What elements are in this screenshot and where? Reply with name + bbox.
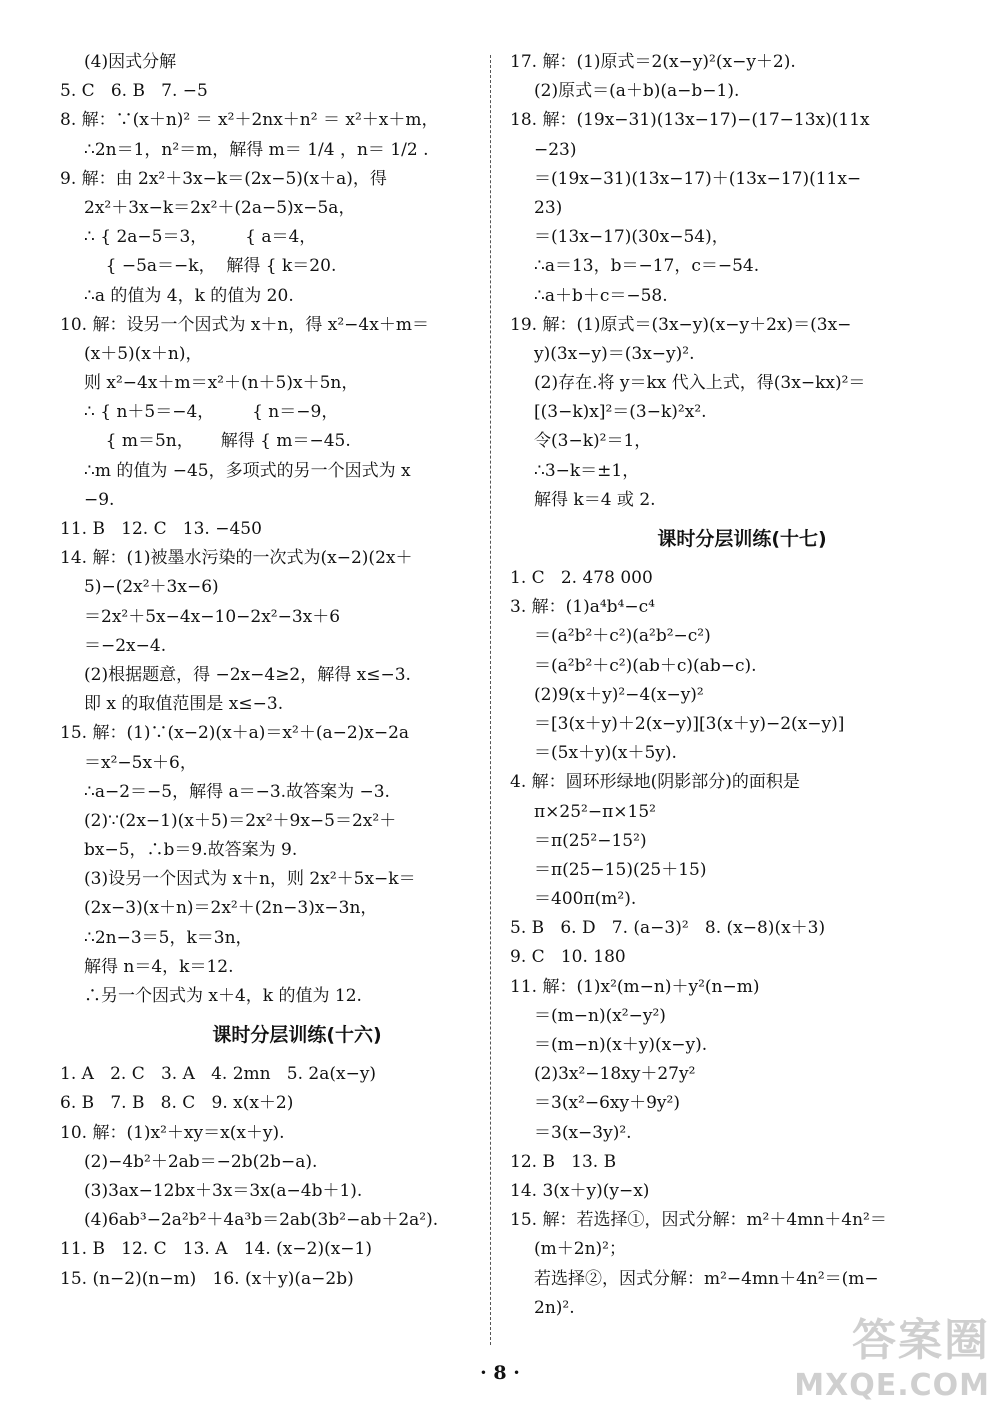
text-line: 1. C 2. 478 000 — [510, 568, 653, 588]
text-line: (2)−4b²＋2ab＝−2b(2b−a). — [84, 1151, 318, 1172]
text-line: { −5a＝−k， 解得 { k＝20. — [84, 256, 337, 277]
text-line: bx−5，∴b＝9.故答案为 9. — [84, 840, 298, 861]
text-line: (2)∵(2x−1)(x＋5)＝2x²＋9x−5＝2x²＋ — [84, 810, 397, 831]
text-line: 12. B 13. B — [510, 1151, 617, 1172]
text-line: 2n)². — [534, 1297, 575, 1318]
text-line: ＝(m−n)(x²−y²) — [534, 1005, 666, 1026]
text-line: 令(3−k)²＝1， — [534, 431, 652, 452]
text-line: (4)6ab³−2a²b²＋4a³b＝2ab(3b²−ab＋2a²). — [84, 1210, 439, 1231]
text-line: 11. B 12. C 13. −450 — [60, 519, 262, 539]
text-line: 8. 解：∵(x＋n)² ＝ x²＋2nx＋n² ＝ x²＋x＋m， — [60, 110, 439, 131]
text-line: (3)设另一个因式为 x＋n，则 2x²＋5x−k＝ — [84, 869, 416, 890]
column-divider — [490, 55, 491, 1345]
text-line: 解得 n＝4，k＝12. — [84, 956, 234, 977]
text-line: 5. C 6. B 7. −5 — [60, 81, 208, 102]
text-line: 6. B 7. B 8. C 9. x(x＋2) — [60, 1093, 294, 1114]
text-line: { m＝5n， 解得 { m＝−45. — [84, 431, 351, 452]
text-line: ∴a＋b＋c＝−58. — [534, 285, 668, 306]
text-line: 11. 解：(1)x²(m−n)＋y²(n−m) — [510, 976, 760, 997]
text-line: 18. 解：(19x−31)(13x−17)−(17−13x)(11x — [510, 110, 870, 131]
text-line: 则 x²−4x＋m＝x²＋(n＋5)x＋5n， — [84, 373, 359, 394]
text-line: (2)3x²−18xy＋27y² — [534, 1064, 696, 1085]
text-line: 15. (n−2)(n−m) 16. (x＋y)(a−2b) — [60, 1268, 354, 1289]
text-line: ＝(m−n)(x＋y)(x−y). — [534, 1035, 708, 1055]
text-line: 5. B 6. D 7. (a−3)² 8. (x−8)(x＋3) — [510, 918, 826, 939]
text-line: 14. 解：(1)被墨水污染的一次式为(x−2)(2x＋ — [60, 548, 413, 569]
watermark-url: MXQE.COM — [794, 1368, 990, 1403]
text-line: 3. 解：(1)a⁴b⁴−c⁴ — [510, 597, 655, 618]
text-line: (3)3ax−12bx＋3x＝3x(a−4b＋1). — [84, 1180, 363, 1201]
text-line: 9. C 10. 180 — [510, 947, 626, 968]
page-number: · 8 · — [480, 1362, 520, 1384]
text-line: −9. — [84, 489, 115, 510]
text-line: 1. A 2. C 3. A 4. 2mn 5. 2a(x−y) — [60, 1064, 377, 1085]
text-line: ＝[3(x＋y)＋2(x−y)][3(x＋y)−2(x−y)] — [534, 713, 845, 734]
text-line: (2)9(x＋y)²−4(x−y)² — [534, 684, 704, 705]
text-line: ＝x²−5x＋6， — [84, 752, 197, 773]
text-line: ∴另一个因式为 x＋4，k 的值为 12. — [84, 986, 362, 1006]
text-line: (2)根据题意，得 −2x−4≥2，解得 x≤−3. — [84, 664, 411, 685]
text-line: (x＋5)(x＋n)， — [84, 343, 203, 364]
text-line: 即 x 的取值范围是 x≤−3. — [84, 694, 284, 715]
text-line: 5)−(2x²＋3x−6) — [84, 577, 219, 598]
text-line: ＝400π(m²). — [534, 889, 637, 910]
text-line: 11. B 12. C 13. A 14. (x−2)(x−1) — [60, 1239, 372, 1260]
text-line: [(3−k)x]²＝(3−k)²x². — [534, 402, 707, 423]
text-line: 23) — [534, 197, 563, 218]
text-line: ＝2x²＋5x−4x−10−2x²−3x＋6 — [84, 606, 341, 627]
text-line: ＝(a²b²＋c²)(ab＋c)(ab−c). — [534, 655, 757, 676]
text-line: ∴a＝13，b＝−17，c＝−54. — [534, 256, 760, 277]
text-line: ∴ { 2a−5＝3， { a＝4， — [84, 227, 317, 248]
section-title: 课时分层训练(十六) — [212, 1024, 382, 1047]
text-line: ∴a−2＝−5，解得 a＝−3.故答案为 −3. — [84, 781, 390, 802]
text-line: −23) — [534, 139, 577, 160]
text-line: 2x²＋3x−k＝2x²＋(2a−5)x−5a， — [84, 197, 356, 218]
text-line: ∴2n−3＝5，k＝3n， — [84, 927, 253, 948]
text-line: (2)原式＝(a＋b)(a−b−1). — [534, 81, 740, 102]
text-line: ＝(13x−17)(30x−54)， — [534, 227, 729, 248]
text-line: ＝(a²b²＋c²)(a²b²−c²) — [534, 626, 711, 647]
text-line: ∴ { n＋5＝−4， { n＝−9， — [84, 402, 339, 423]
text-line: ＝3(x²−6xy＋9y²) — [534, 1093, 680, 1114]
text-line: 解得 k＝4 或 2. — [534, 489, 656, 510]
left-column — [60, 48, 510, 1294]
text-line: 14. 3(x＋y)(y−x) — [510, 1180, 650, 1201]
text-line: ＝(5x＋y)(x＋5y). — [534, 743, 677, 764]
text-line: 若选择②，因式分解：m²−4mn＋4n²＝(m− — [534, 1268, 879, 1289]
text-line: ＝−2x−4. — [84, 635, 167, 656]
text-line: 10. 解：设另一个因式为 x＋n，得 x²−4x＋m＝ — [60, 314, 429, 335]
text-line: 17. 解：(1)原式＝2(x−y)²(x−y＋2). — [510, 52, 796, 72]
text-line: 15. 解：(1)∵(x−2)(x＋a)＝x²＋(a−2)x−2a — [60, 723, 410, 744]
watermark — [794, 1304, 990, 1403]
section-title: 课时分层训练(十七) — [657, 528, 827, 550]
text-line: 10. 解：(1)x²＋xy＝x(x＋y). — [60, 1122, 285, 1143]
text-line: 4. 解：圆环形绿地(阴影部分)的面积是 — [510, 772, 800, 793]
text-line: (2x−3)(x＋n)＝2x²＋(2n−3)x−3n， — [84, 898, 378, 919]
text-line: 9. 解：由 2x²＋3x−k＝(2x−5)(x＋a)，得 — [60, 168, 387, 189]
text-line: ＝(19x−31)(13x−17)＋(13x−17)(11x− — [534, 168, 862, 189]
text-line: ＝π(25²−15²) — [534, 830, 647, 851]
text-line: ∴m 的值为 −45，多项式的另一个因式为 x — [84, 460, 411, 481]
text-line: π×25²−π×15² — [534, 801, 656, 822]
text-line: y)(3x−y)＝(3x−y)². — [534, 343, 695, 364]
right-column — [510, 48, 950, 1323]
text-line: ∴a 的值为 4，k 的值为 20. — [84, 285, 294, 306]
text-line: ＝3(x−3y)². — [534, 1122, 632, 1143]
text-line: (2)存在.将 y＝kx 代入上式，得(3x−kx)²＝ — [534, 373, 866, 394]
text-line: ＝π(25−15)(25＋15) — [534, 859, 707, 880]
text-line: 19. 解：(1)原式＝(3x−y)(x−y＋2x)＝(3x− — [510, 314, 852, 335]
watermark-logo-text: 答案圈 — [852, 1315, 990, 1366]
text-line: ∴2n＝1，n²＝m，解得 m＝ 1/4 ，n＝ 1/2 . — [84, 139, 429, 160]
text-line: 15. 解：若选择①，因式分解：m²＋4mn＋4n²＝ — [510, 1210, 887, 1231]
text-line: (m＋2n)²； — [534, 1239, 626, 1260]
text-line: ∴3−k＝±1， — [534, 460, 640, 481]
text-line: (4)因式分解 — [84, 52, 177, 72]
